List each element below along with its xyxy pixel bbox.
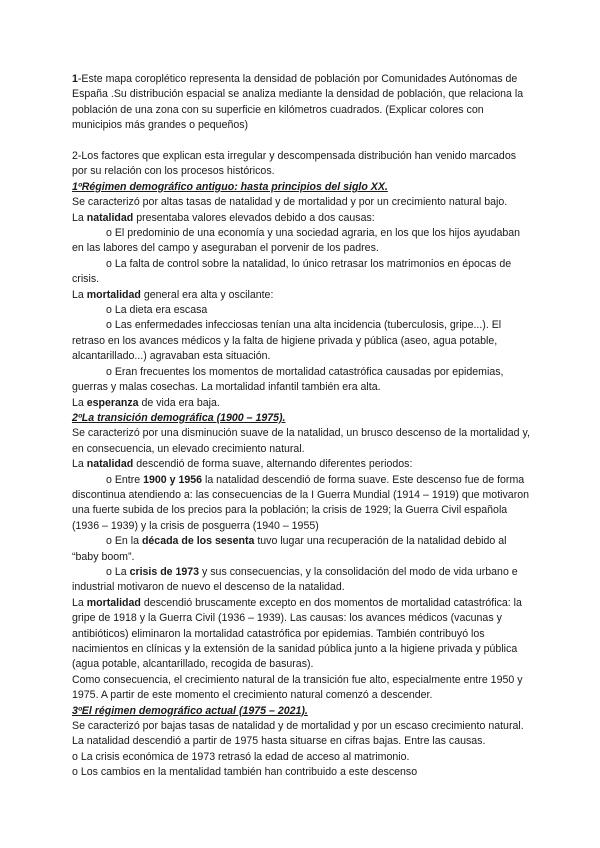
text: La [72, 288, 87, 301]
text: descendió bruscamente excepto en dos momentos de mortalidad catastrófica: la gripe de 1918 y la Guerra Civil (1936 – 1939). Las causas: los avances médicos (vacunas y antibióticos) eliminaron la mortalidad catastrófica por epidemias. También contribuyó los nacimientos en clínicas y la extensión de la sanidad pública junto a la higiene privada y pública (agua potable, alcantarillado, recogida de basuras). [72, 596, 522, 671]
text: de vida era baja. [138, 396, 220, 409]
list-item [72, 534, 530, 565]
bold-term: natalidad [86, 458, 134, 471]
spacer [72, 134, 530, 149]
text: La [72, 396, 87, 409]
list-item [72, 473, 530, 535]
list-item: o La falta de control sobre la natalidad, lo único retrasar los matrimonios en épocas de crisis. [72, 257, 512, 286]
text: tuvo lugar una recuperación de la natalidad debido al “baby boom”. [72, 535, 507, 563]
bold-term: crisis de 1973 [129, 565, 200, 578]
list-item: o Eran frecuentes los momentos de mortalidad catastrófica causadas por epidemias, guerras y malas cosechas. La mortalidad infantil también era alta. [72, 365, 504, 394]
section-1-natalidad [72, 211, 530, 226]
text: la natalidad descendió de forma suave. Este descenso fue de forma discontinua atendiendo a: las consecuencias de la I Guerra Mundial (1914 – 1919) que motivaron una fuerte subida de los precios para la población; la crisis de 1929; la Guerra Civil española (1936 – 1939) y la crisis de posguerra (1940 – 1955) [72, 473, 530, 532]
text: y sus consecuencias, y la consolidación del modo de vida urbano e industrial motivaron de nuevo el descenso de la natalidad. [72, 565, 518, 594]
section-2-natalidad [72, 457, 530, 472]
list-item: o La crisis económica de 1973 retrasó la edad de acceso al matrimonio. [72, 750, 410, 763]
section-1-heading: 1ºRégimen demográfico antiguo: hasta principios del siglo XX. [72, 180, 388, 193]
text: o En la [106, 535, 142, 548]
document-page [72, 72, 530, 781]
paragraph-1-number: 1 [72, 73, 78, 85]
section-2-heading: 2ºLa transición demográfica (1900 – 1975). [72, 411, 286, 424]
paragraph-1-text: -Este mapa coroplético representa la densidad de población por Comunidades Autónomas de España .Su distribución espacial se analiza mediante la densidad de población, que relaciona la población de una zona con su superficie en kilómetros cuadrados. (Explicar colores con municipios más grandes o pequeños) [72, 73, 524, 132]
section-2-intro: Se caracterizó por una disminución suave de la natalidad, un brusco descenso de la mortalidad y, en consecuencia, un elevado crecimiento natural. [72, 427, 530, 455]
list-item [72, 565, 530, 596]
bold-term: natalidad [86, 211, 134, 224]
text: La [72, 596, 87, 609]
list-item: o Los cambios en la mentalidad también han contribuido a este descenso [72, 766, 418, 779]
text: La [72, 211, 87, 224]
section-1-esperanza [72, 396, 530, 411]
section-3-intro: Se caracterizó por bajas tasas de natalidad y de mortalidad y por un escaso crecimiento natural. [72, 720, 524, 733]
list-item: o El predominio de una economía y una sociedad agraria, en los que los hijos ayudaban en las labores del campo y aseguraban el porvenir de los padres. [72, 227, 521, 255]
paragraph-1 [72, 72, 530, 134]
section-1-mortalidad [72, 288, 530, 303]
paragraph-2: 2-Los factores que explican esta irregular y descompensada distribución han venido marcados por su relación con los procesos históricos. [72, 150, 517, 178]
text: descendió de forma suave, alternando diferentes periodos: [133, 458, 413, 471]
section-2-conclusion: Como consecuencia, el crecimiento natural de la transición fue alto, especialmente entre 1950 y 1975. A partir de este momento el crecimiento natural comenzó a descender. [72, 673, 523, 702]
text: presentaba valores elevados debido a dos causas: [133, 211, 375, 224]
section-2-mortalidad [72, 596, 530, 673]
text: general era alta y oscilante: [140, 288, 274, 301]
list-item: o La dieta era escasa [106, 304, 208, 317]
bold-term: esperanza [86, 396, 139, 409]
section-1-intro: Se caracterizó por altas tasas de natalidad y de mortalidad y por un crecimiento natural bajo. [72, 196, 508, 209]
bold-term: mortalidad [86, 288, 141, 301]
section-3-line: La natalidad descendió a partir de 1975 hasta situarse en cifras bajas. Entre las causas. [72, 735, 486, 748]
text: o Entre [106, 473, 144, 486]
bold-term: década de los sesenta [141, 535, 255, 548]
bold-term: mortalidad [86, 596, 141, 609]
text: La [72, 458, 87, 471]
text: o La [106, 565, 130, 578]
list-item: o Las enfermedades infecciosas tenían una alta incidencia (tuberculosis, gripe...). El retraso en los avances médicos y la falta de higiene privada y pública (aseo, agua potable, alcantarillado...) agravaban esta situación. [72, 319, 502, 363]
section-3-heading: 3ºEl régimen demográfico actual (1975 – 2021). [72, 704, 308, 717]
bold-term: 1900 y 1956 [143, 473, 203, 486]
